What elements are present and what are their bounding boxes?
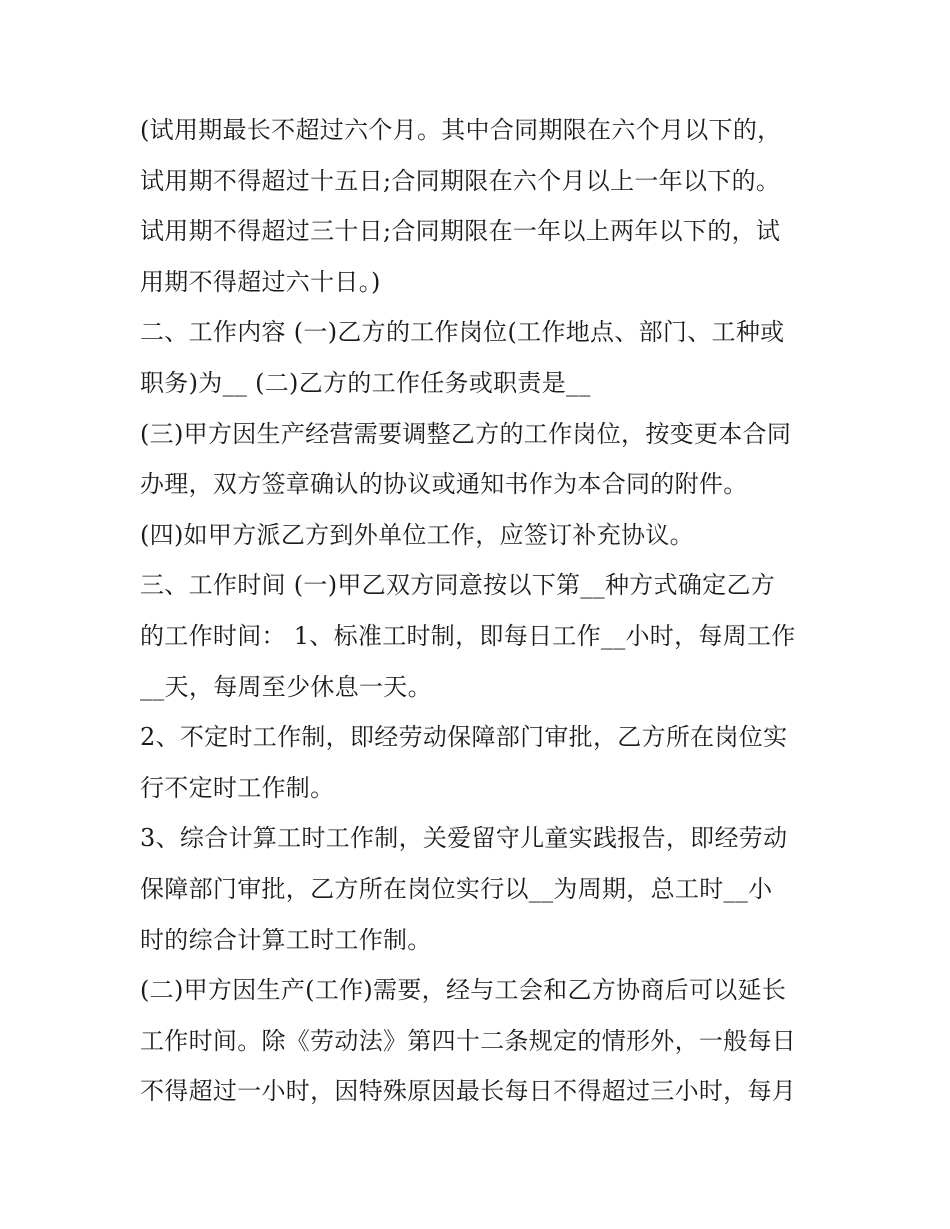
text-line-10: 三、工作时间 (一)甲乙双方同意按以下第__种方式确定乙方 (140, 571, 776, 600)
text-line-19: 工作时间。除《劳动法》第四十二条规定的情形外，一般每日 (140, 1026, 797, 1055)
text-line-6: 职务)为__ (二)乙方的工作任务或职责是__ (140, 368, 591, 397)
text-line-2: 试用期不得超过十五日;合同期限在六个月以上一年以下的。 (140, 166, 781, 195)
text-line-20: 不得超过一小时，因特殊原因最长每日不得超过三小时，每月 (140, 1077, 797, 1106)
text-line-15: 3、综合计算工时工作制，关爱留守儿童实践报告，即经劳动 (140, 824, 788, 853)
text-line-7: (三)甲方因生产经营需要调整乙方的工作岗位，按变更本合同 (140, 419, 792, 448)
text-line-11: 的工作时间： 1、标准工时制，即每日工作__小时，每周工作 (140, 621, 796, 650)
document-body (140, 105, 820, 1117)
text-line-4: 用期不得超过六十日。) (140, 267, 381, 296)
text-line-1: (试用期最长不超过六个月。其中合同期限在六个月以下的， (140, 116, 782, 144)
text-line-13: 2、不定时工作制，即经劳动保障部门审批，乙方所在岗位实 (140, 723, 788, 752)
text-line-17: 时的综合计算工时工作制。 (140, 925, 432, 954)
text-line-5: 二、工作内容 (一)乙方的工作岗位(工作地点、部门、工种或 (140, 318, 785, 347)
text-line-14: 行不定时工作制。 (140, 773, 335, 802)
text-line-3: 试用期不得超过三十日;合同期限在一年以上两年以下的，试 (140, 217, 781, 246)
text-line-9: (四)如甲方派乙方到外单位工作，应签订补充协议。 (140, 520, 694, 549)
text-line-8: 办理，双方签章确认的协议或通知书作为本合同的附件。 (140, 470, 748, 499)
text-line-18: (二)甲方因生产(工作)需要，经与工会和乙方协商后可以延长 (140, 976, 787, 1005)
text-line-16: 保障部门审批，乙方所在岗位实行以__为周期，总工时__小 (140, 874, 773, 903)
text-line-12: __天，每周至少休息一天。 (140, 672, 432, 701)
